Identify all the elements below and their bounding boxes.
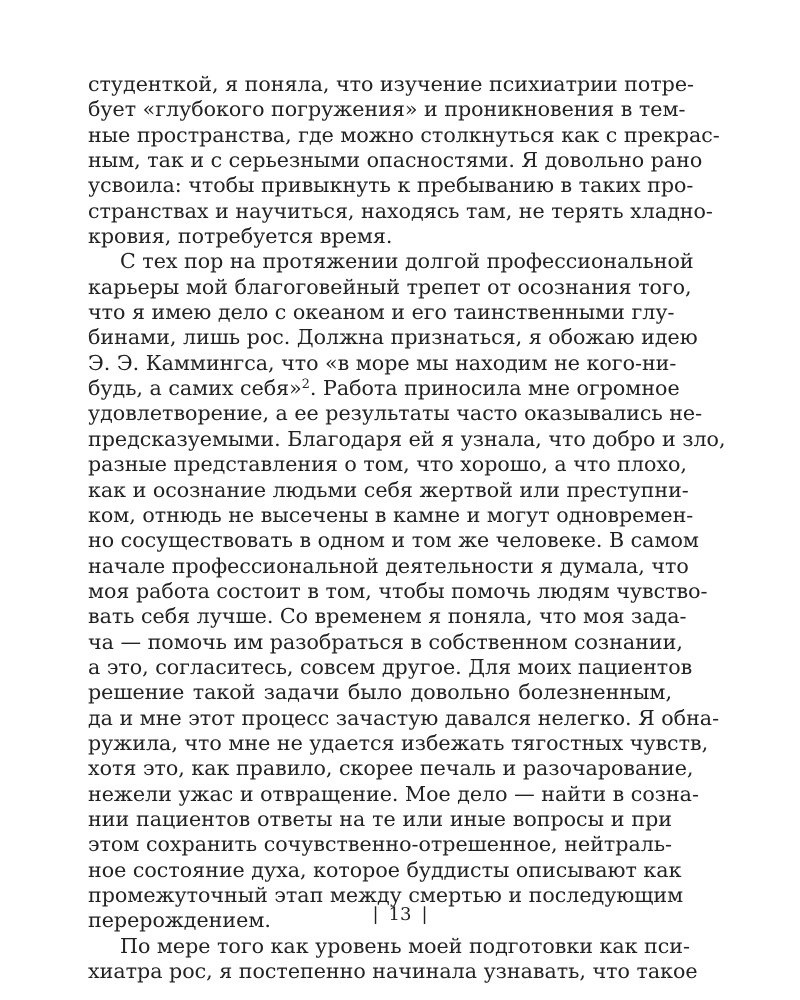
footnote-marker: 2	[301, 377, 310, 393]
paragraph-first-line: С тех пор на протяжении долгой профессиональной	[120, 249, 694, 274]
text-line: ком, отнюдь не высечены в камне и могут одновремен-	[88, 502, 694, 527]
text-line: как и осознание людьми себя жертвой или преступни-	[88, 477, 689, 502]
text-line: ча — помочь им разобраться в собственном сознании,	[88, 629, 683, 654]
text-line: ным, так и с серьезными опасностями. Я довольно рано	[88, 148, 703, 173]
text-line: удовлетворение, а ее результаты часто оказывались не-	[88, 401, 703, 426]
text-line: нежели ужас и отвращение. Мое дело — найти в созна-	[88, 781, 699, 806]
text-line: хиатра рос, я постепенно начинала узнавать, что такое	[88, 959, 698, 984]
text-line: ружила, что мне не удается избежать тягостных чувств,	[88, 730, 709, 755]
text-line: вать себя лучше. Со временем я поняла, что моя зада-	[88, 604, 687, 629]
text-line: начале профессиональной деятельности я думала, что	[88, 553, 689, 578]
text-line: странствах и научиться, находясь там, не терять хладно-	[88, 198, 713, 223]
text-line: Э. Э. Каммингса, что «в море мы находим не кого-ни-	[88, 350, 677, 375]
text-line: этом сохранить сочувственно-отрешенное, нейтраль-	[88, 832, 672, 857]
text-line: промежуточный этап между смертью и последующим	[88, 883, 684, 907]
text-line: усвоила: чтобы привыкнуть к пребыванию в таких про-	[88, 173, 694, 198]
text-line: а это, согласитесь, совсем другое. Для моих пациентов	[88, 654, 693, 679]
text-line: ное состояние духа, которое буддисты описывают как	[88, 857, 682, 882]
page-number-bar-left: |	[372, 904, 379, 925]
text-line: бует «глубокого погружения» и проникновения в тем-	[88, 97, 686, 122]
text-line: хотя это, как правило, скорее печаль и разочарование,	[88, 756, 694, 781]
text-line-with-footnote	[88, 376, 680, 401]
text-line: карьеры мой благоговейный трепет от осознания того,	[88, 274, 692, 299]
line-tail: . Работа приносила мне огромное	[309, 376, 680, 401]
body-text	[88, 72, 726, 984]
text-line: да и мне этот процесс зачастую давался нелегко. Я обна-	[88, 705, 720, 730]
text-line: нии пациентов ответы на те или иные вопросы и при	[88, 806, 672, 831]
text-line: предсказуемыми. Благодаря ей я узнала, что добро и зло,	[88, 426, 726, 451]
text-line: студенткой, я поняла, что изучение психиатрии потре-	[88, 72, 694, 96]
text-line: моя работа состоит в том, чтобы помочь людям чувство-	[88, 578, 708, 603]
page-number-footer	[0, 902, 800, 928]
text-line: решение такой задачи было довольно болезненным,	[88, 680, 672, 705]
text-line: ные пространства, где можно столкнуться как с прекрас-	[88, 122, 720, 147]
text-line: кровия, потребуется время.	[88, 224, 393, 249]
text-line: бинами, лишь рос. Должна признаться, я обожаю идею	[88, 325, 698, 350]
text-line: что я имею дело с океаном и его таинственными глу-	[88, 300, 675, 325]
page-number-bar-right: |	[421, 904, 428, 925]
paragraph-first-line: По мере того как уровень моей подготовки как пси-	[120, 933, 690, 958]
text-line: разные представления о том, что хорошо, а что плохо,	[88, 452, 687, 477]
text-line: но сосуществовать в одном и том же человеке. В самом	[88, 528, 699, 553]
line-head: будь, а самих себя»	[88, 376, 302, 401]
page-number: 13	[388, 904, 412, 925]
text-line: перерождением.	[88, 908, 271, 933]
